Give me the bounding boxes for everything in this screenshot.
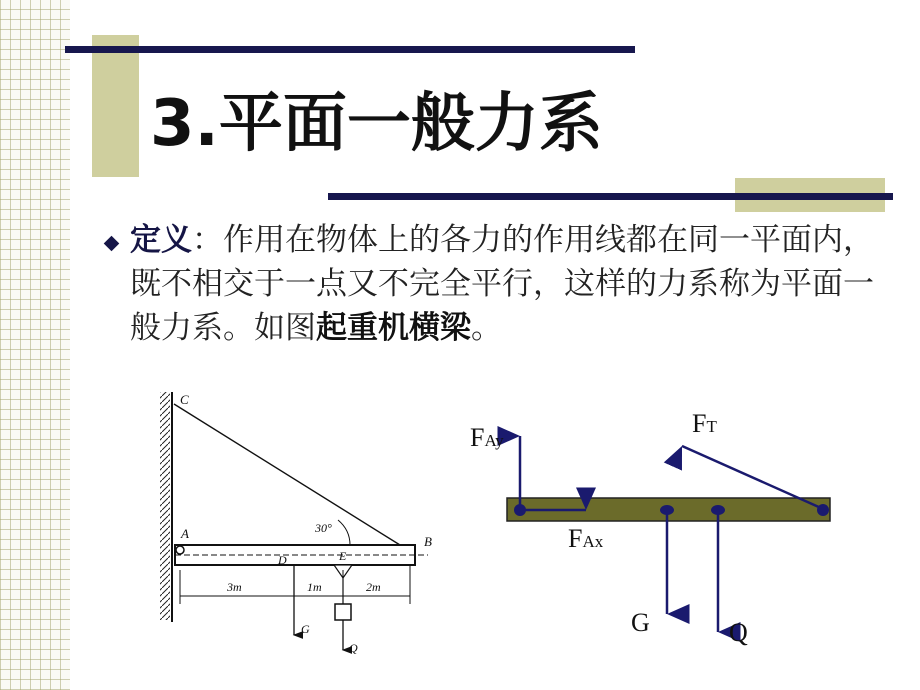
angle-arc <box>338 520 350 545</box>
label-C: C <box>180 392 189 407</box>
title-top-rule <box>65 46 635 53</box>
label-FAx: FAx <box>568 524 604 553</box>
wall-hatching <box>160 392 170 620</box>
definition-text <box>130 218 880 350</box>
label-angle: 30° <box>315 521 332 535</box>
title-bottom-rule <box>328 193 893 200</box>
label-G: G <box>631 608 650 637</box>
definition-body: 作用在物体上的各力的作用线都在同一平面内，既不相交于一点又不完全平行，这样的力系称为平面一般力系。如图 <box>130 222 874 346</box>
point-E-icon <box>711 505 725 515</box>
dim-1m: 1m <box>307 580 322 594</box>
label-Q: Q <box>349 641 358 655</box>
free-body-diagram <box>460 400 910 665</box>
label-D: D <box>278 553 287 567</box>
pin-A-icon <box>176 546 184 554</box>
diamond-bullet-icon <box>104 236 120 252</box>
dim-2m: 2m <box>366 580 381 594</box>
label-Q: Q <box>729 618 748 647</box>
label-FT: FT <box>692 409 717 438</box>
definition-colon: ： <box>192 222 223 258</box>
definition-end: 。 <box>471 310 502 346</box>
definition-emphasis: 起重机横梁 <box>316 310 471 346</box>
slide-title: 3.平面一般力系 <box>150 87 603 161</box>
left-grid-pattern <box>0 0 70 690</box>
load-block <box>335 604 351 620</box>
crane-beam-diagram <box>150 385 445 660</box>
label-E: E <box>339 549 347 563</box>
label-G: G <box>301 622 310 636</box>
cable-CB <box>174 404 400 545</box>
label-B: B <box>424 534 432 549</box>
dim-3m: 3m <box>227 580 242 594</box>
label-FAy: FAy <box>470 423 504 452</box>
point-D-icon <box>660 505 674 515</box>
label-A: A <box>181 526 189 541</box>
definition-term: 定义 <box>130 222 192 258</box>
title-accent-block <box>92 35 139 177</box>
